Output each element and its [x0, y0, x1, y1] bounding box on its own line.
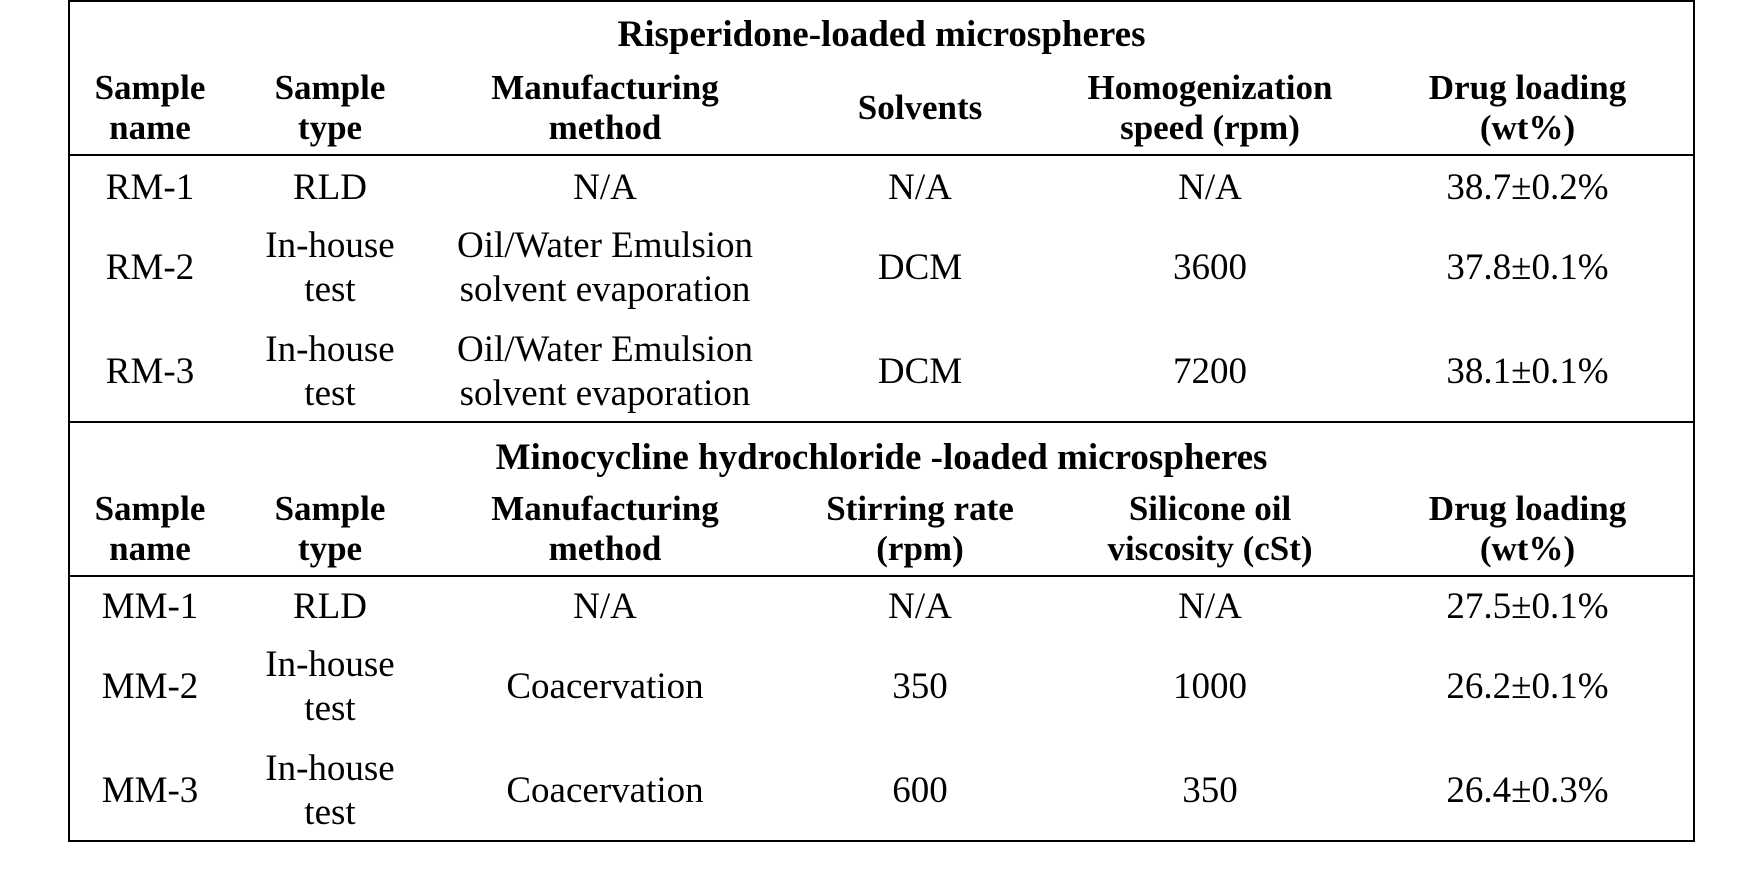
- cell-sample-name: MM-2: [101, 666, 199, 707]
- cell-manufacturing-method: N/A: [573, 586, 637, 627]
- header-drug-loading: Drug loading (wt%): [1428, 489, 1627, 568]
- cell-sample-name: RM-1: [105, 167, 195, 208]
- header-homogenization-speed: Homogenization speed (rpm): [1087, 68, 1333, 147]
- cell-homogenization-speed: N/A: [1178, 167, 1242, 208]
- cell-stirring-rate: N/A: [888, 586, 952, 627]
- cell-solvents: DCM: [877, 351, 963, 392]
- header-divider: [70, 154, 1693, 156]
- cell-manufacturing-method: N/A: [573, 167, 637, 208]
- header-drug-loading: Drug loading (wt%): [1428, 68, 1627, 147]
- header-manufacturing-method: Manufacturing method: [491, 489, 719, 568]
- cell-manufacturing-method: Coacervation: [506, 770, 704, 811]
- cell-drug-loading: 38.1±0.1%: [1446, 351, 1609, 392]
- cell-manufacturing-method: Oil/Water Emulsion solvent evaporation: [456, 329, 754, 414]
- header-sample-type: Sample type: [274, 489, 386, 568]
- header-stirring-rate: Stirring rate (rpm): [826, 489, 1014, 568]
- cell-sample-type: In-house test: [265, 225, 395, 310]
- cell-manufacturing-method: Oil/Water Emulsion solvent evaporation: [456, 225, 754, 310]
- cell-solvents: DCM: [877, 247, 963, 288]
- cell-sample-name: RM-2: [105, 247, 195, 288]
- header-manufacturing-method: Manufacturing method: [491, 68, 719, 147]
- cell-solvents: N/A: [888, 167, 952, 208]
- cell-drug-loading: 37.8±0.1%: [1446, 247, 1609, 288]
- microspheres-table: [68, 0, 1695, 842]
- header-silicone-oil-viscosity: Silicone oil viscosity (cSt): [1107, 489, 1313, 568]
- risperidone-section: [70, 2, 1693, 421]
- cell-silicone-oil-viscosity: 1000: [1173, 666, 1247, 707]
- cell-drug-loading: 38.7±0.2%: [1446, 167, 1609, 208]
- cell-manufacturing-method: Coacervation: [506, 666, 704, 707]
- cell-stirring-rate: 600: [892, 770, 948, 811]
- header-sample-name: Sample name: [94, 489, 206, 568]
- cell-sample-name: RM-3: [105, 351, 195, 392]
- cell-silicone-oil-viscosity: 350: [1182, 770, 1238, 811]
- header-sample-type: Sample type: [274, 68, 386, 147]
- cell-sample-type: In-house test: [265, 748, 395, 833]
- minocycline-section-title: Minocycline hydrochloride -loaded microspheres: [495, 437, 1268, 478]
- header-solvents: Solvents: [857, 88, 983, 127]
- header-divider: [70, 575, 1693, 577]
- cell-silicone-oil-viscosity: N/A: [1178, 586, 1242, 627]
- cell-stirring-rate: 350: [892, 666, 948, 707]
- cell-drug-loading: 27.5±0.1%: [1446, 586, 1609, 627]
- header-sample-name: Sample name: [94, 68, 206, 147]
- cell-homogenization-speed: 3600: [1173, 247, 1247, 288]
- risperidone-section-title: Risperidone-loaded microspheres: [617, 14, 1146, 55]
- cell-sample-name: MM-3: [101, 770, 199, 811]
- cell-sample-name: MM-1: [101, 586, 199, 627]
- cell-sample-type: In-house test: [265, 644, 395, 729]
- cell-sample-type: RLD: [293, 586, 367, 627]
- cell-drug-loading: 26.2±0.1%: [1446, 666, 1609, 707]
- cell-homogenization-speed: 7200: [1173, 351, 1247, 392]
- cell-sample-type: RLD: [293, 167, 367, 208]
- minocycline-section: [70, 421, 1693, 842]
- cell-drug-loading: 26.4±0.3%: [1446, 770, 1609, 811]
- cell-sample-type: In-house test: [265, 329, 395, 414]
